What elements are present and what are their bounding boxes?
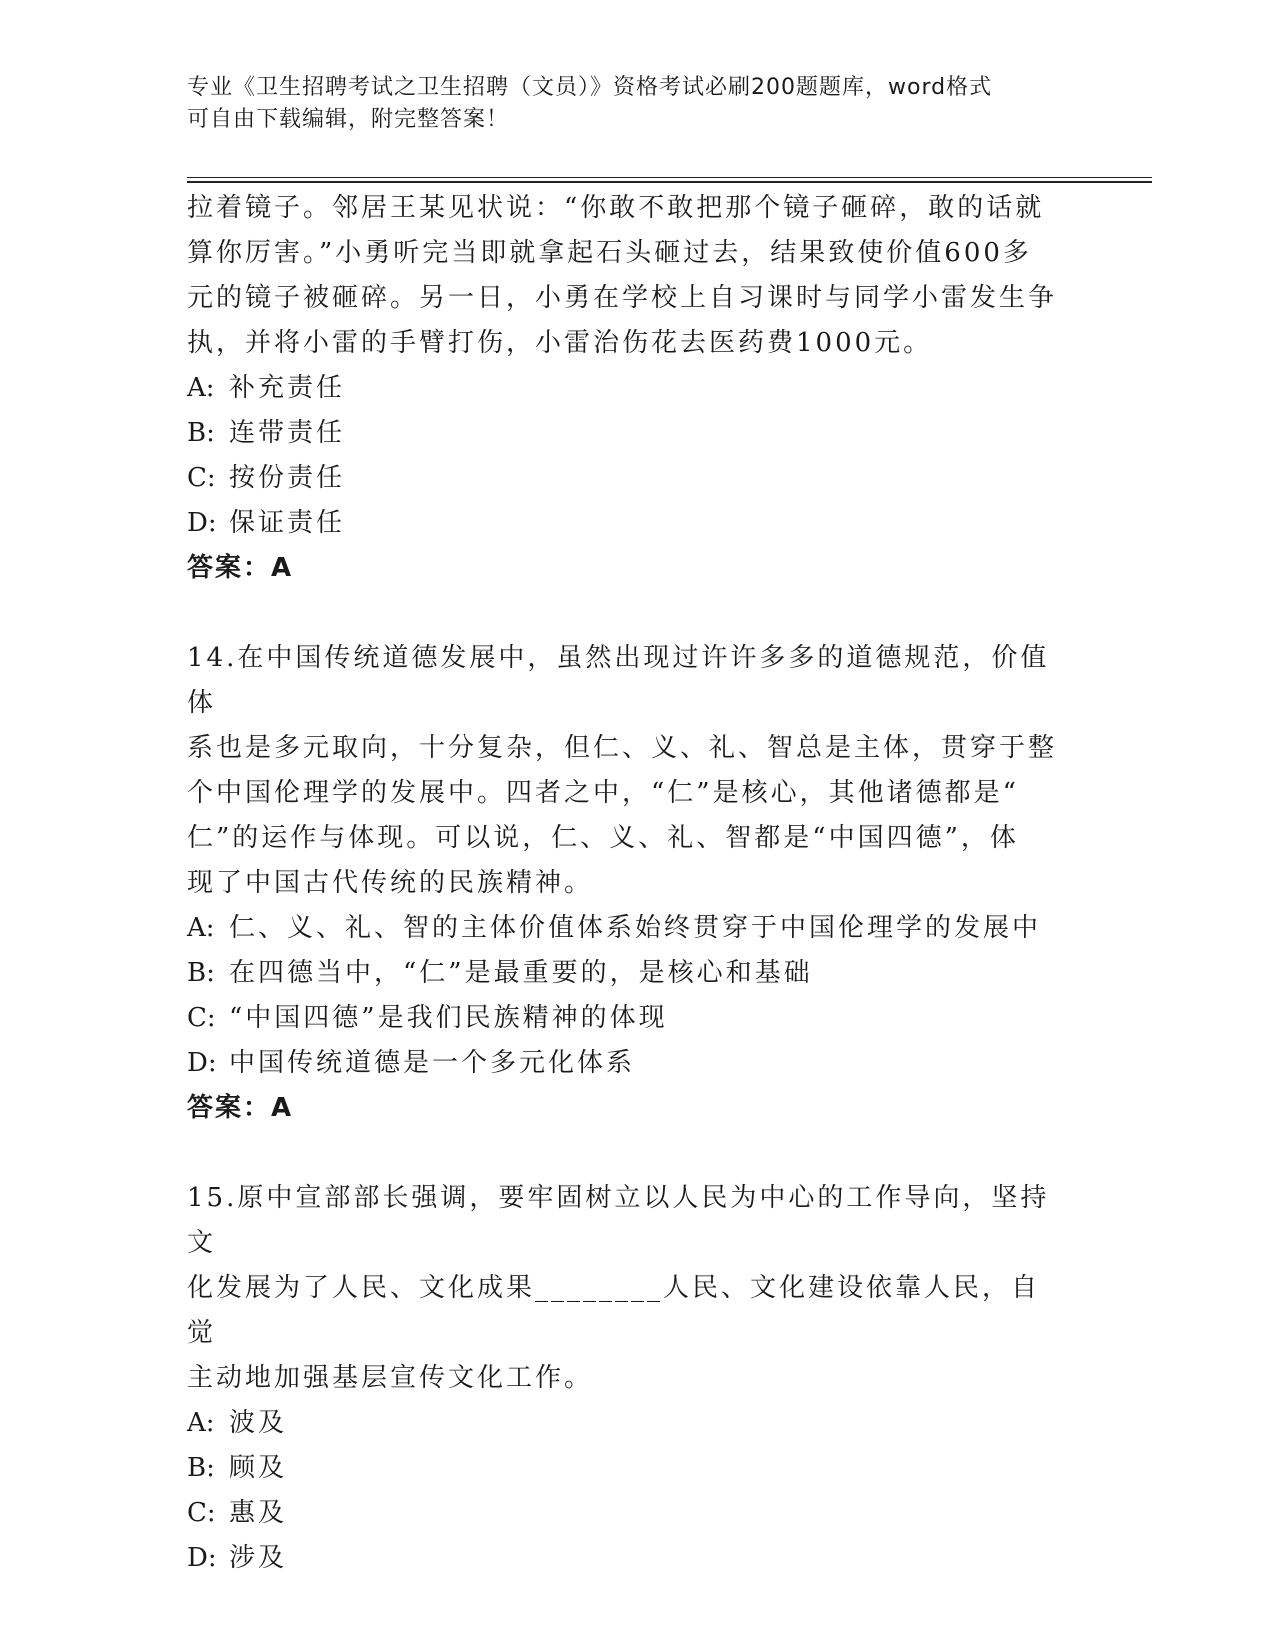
question-15-option-c [187,1491,1067,1536]
option-text: 涉及 [229,1543,288,1573]
question-13-option-b [187,411,1067,456]
question-15-option-a [187,1401,1067,1446]
option-key: A: [187,373,215,403]
question-14-option-b [187,951,1067,996]
option-text: 连带责任 [229,418,346,448]
option-key: C: [187,1003,216,1033]
option-key: C: [187,1498,216,1528]
option-text: 波及 [229,1408,288,1438]
question-15-stem-line: 主动地加强基层宣传文化工作。 [187,1363,594,1393]
question-13-stem-line: 执，并将小雷的手臂打伤，小雷治伤花去医药费1000元。 [187,328,933,358]
option-text: 惠及 [229,1498,288,1528]
option-text: 在四德当中，“仁”是最重要的，是核心和基础 [229,958,813,988]
option-text: 中国传统道德是一个多元化体系 [229,1048,636,1078]
option-key: B: [187,1453,215,1483]
question-15-stem-line: 15.原中宣部部长强调，要牢固树立以人民为中心的工作导向，坚持文 [187,1183,1050,1258]
option-text: 补充责任 [229,373,346,403]
question-15-option-b [187,1446,1067,1491]
question-14-stem-line: 14.在中国传统道德发展中，虽然出现过许许多多的道德规范，价值体 [187,643,1050,718]
header-divider-thick [187,181,1152,183]
header-divider-thin [187,177,1152,178]
question-14-stem-line: 现了中国古代传统的民族精神。 [187,868,594,898]
question-13-stem-line: 元的镜子被砸碎。另一日，小勇在学校上自习课时与同学小雷发生争 [187,283,1058,313]
option-key: D: [187,508,217,538]
question-14-option-d [187,1041,1067,1086]
option-key: D: [187,1048,217,1078]
option-text: 按份责任 [229,463,346,493]
option-key: A: [187,913,215,943]
question-14-answer: 答案：A [187,1093,294,1123]
question-14-option-c [187,996,1067,1041]
option-key: D: [187,1543,217,1573]
option-text: 仁、义、礼、智的主体价值体系始终贯穿于中国伦理学的发展中 [229,913,1042,943]
question-13-stem-line: 拉着镜子。邻居王某见状说：“你敢不敢把那个镜子砸碎，敢的话就 [187,193,1045,223]
question-14-stem-line: 个中国伦理学的发展中。四者之中，“仁”是核心，其他诸德都是“ [187,778,1019,808]
question-13-answer: 答案：A [187,553,294,583]
question-15-option-d [187,1536,1067,1581]
question-spacer [187,1131,1067,1176]
document-body [187,186,1067,1581]
option-text: 保证责任 [229,508,346,538]
question-15 [187,1176,1067,1581]
question-13-option-d [187,501,1067,546]
option-key: B: [187,418,215,448]
question-14-option-a [187,906,1067,951]
question-14 [187,636,1067,1131]
question-14-stem-line: 仁”的运作与体现。可以说，仁、义、礼、智都是“中国四德”，体 [187,823,1019,853]
header-line-1: 专业《卫生招聘考试之卫生招聘（文员）》资格考试必刷200题题库，word格式 [187,75,993,100]
option-text: 顾及 [229,1453,288,1483]
question-13-option-c [187,456,1067,501]
question-spacer [187,591,1067,636]
option-text: “中国四德”是我们民族精神的体现 [229,1003,668,1033]
header-line-2: 可自由下载编辑，附完整答案！ [187,107,510,132]
question-14-stem-line: 系也是多元取向，十分复杂，但仁、义、礼、智总是主体，贯穿于整 [187,733,1058,763]
option-key: C: [187,463,216,493]
document-header [187,72,1087,136]
question-13-option-a [187,366,1067,411]
question-13-stem-line: 算你厉害。”小勇听完当即就拿起石头砸过去，结果致使价值600多 [187,238,1032,268]
question-13 [187,186,1067,591]
question-15-stem-line: 化发展为了人民、文化成果________人民、文化建设依靠人民，自觉 [187,1273,1041,1348]
option-key: B: [187,958,215,988]
option-key: A: [187,1408,215,1438]
